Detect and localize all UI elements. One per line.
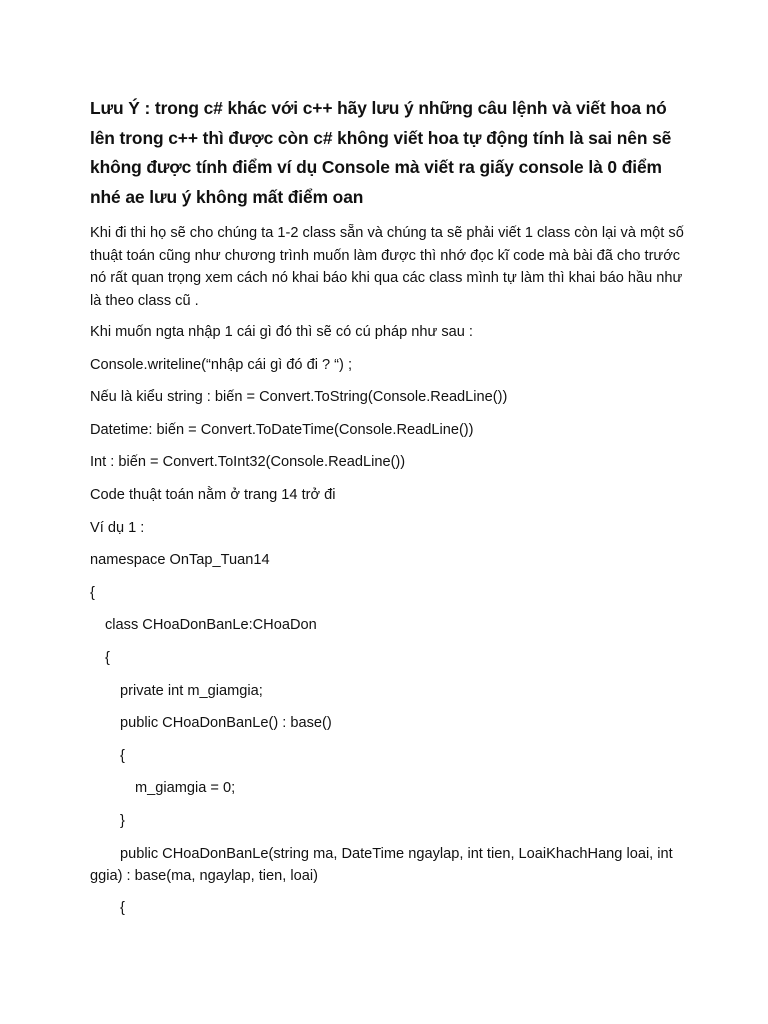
example-label: Ví dụ 1 : (90, 519, 145, 536)
string-input-line: Nếu là kiểu string : biến = Convert.ToString(Console.ReadLine()) (90, 389, 508, 406)
code-class-declaration: class CHoaDonBanLe:CHoaDon (105, 617, 317, 634)
code-constructor-params-text: public CHoaDonBanLe(string ma, DateTime ngaylap, int tien, LoaiKhachHang loai, int ggia) : base(ma, ngaylap, tien, loai) (90, 845, 673, 884)
code-brace-close: } (120, 812, 125, 829)
intro-paragraph: Khi đi thi họ sẽ cho chúng ta 1-2 class sẵn và chúng ta sẽ phải viết 1 class còn lại và một số thuật toán cũng như chương trình muốn làm được thì nhớ đọc kĩ code mà bài đã cho trước nó rất quan trọng xem cách nó khai báo khi qua các class mình tự làm thì khai báo hầu như là theo class cũ . (90, 225, 684, 309)
algorithm-note: Code thuật toán nằm ở trang 14 trở đi (90, 486, 336, 503)
writeline-example: Console.writeline(“nhập cái gì đó đi ? “) ; (90, 356, 353, 373)
code-brace-open: { (120, 747, 125, 764)
code-field: private int m_giamgia; (120, 682, 263, 699)
code-brace-open: { (105, 649, 110, 666)
code-statement: m_giamgia = 0; (135, 780, 236, 797)
int-input-line: Int : biến = Convert.ToInt32(Console.ReadLine()) (90, 454, 406, 471)
code-namespace: namespace OnTap_Tuan14 (90, 552, 270, 569)
document-page (90, 94, 690, 930)
datetime-input-line: Datetime: biến = Convert.ToDateTime(Console.ReadLine()) (90, 421, 474, 438)
note-heading: Lưu Ý : trong c# khác với c++ hãy lưu ý những câu lệnh và viết hoa nó lên trong c++ thì được còn c# không viết hoa tự động tính là sai nên sẽ không được tính điểm ví dụ Console mà viết ra giấy console là 0 điểm nhé ae lưu ý không mất điểm oan (90, 98, 672, 207)
code-constructor-default: public CHoaDonBanLe() : base() (120, 715, 332, 732)
code-constructor-params (90, 843, 690, 887)
code-brace-open: { (90, 584, 95, 601)
input-note: Khi muốn ngta nhập 1 cái gì đó thì sẽ có cú pháp như sau : (90, 324, 473, 340)
code-brace-open: { (120, 900, 125, 917)
